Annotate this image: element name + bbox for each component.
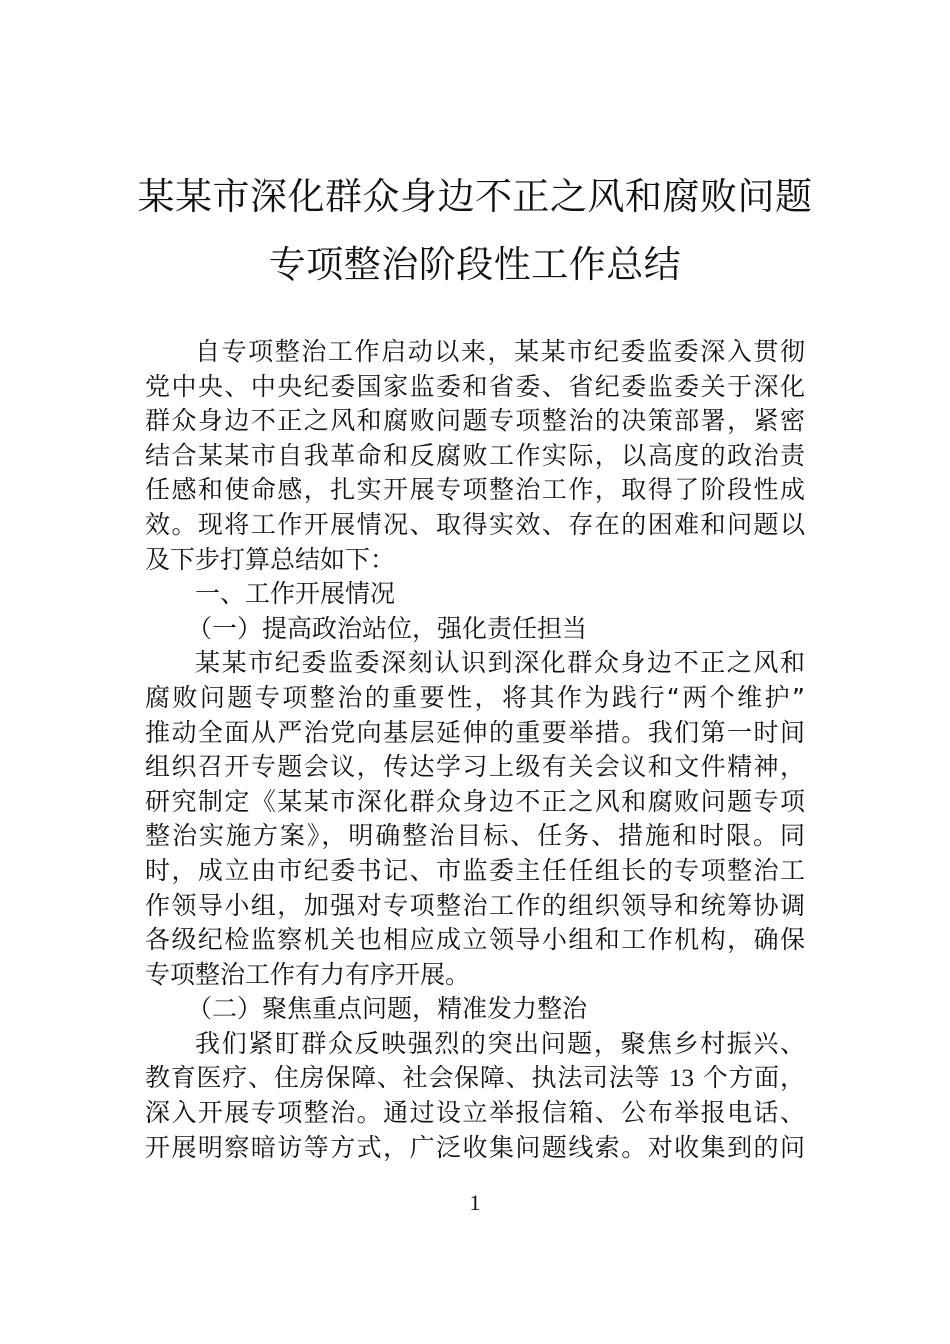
section-heading: 一、工作开展情况 [195,579,396,609]
paragraph-line: 研究制定《某某市深化群众身边不正之风和腐败问题专项 [145,786,805,816]
intro-line: 任感和使命感，扎实开展专项整治工作，取得了阶段性成 [145,475,805,505]
paragraph-text: 个方面， [702,1063,805,1093]
paragraph-line: 各级纪检监察机关也相应成立领导小组和工作机构，确保 [145,925,805,955]
subsection-heading: （二）聚焦重点问题，精准发力整治 [187,994,588,1024]
paragraph-text: 教育医疗、住房保障、社会保障、执法司法等 [145,1063,661,1093]
paragraph-line: 专项整治工作有力有序开展。 [145,959,471,989]
intro-line: 群众身边不正之风和腐败问题专项整治的决策部署，紧密 [145,406,805,436]
document-body [145,335,805,1165]
intro-line: 党中央、中央纪委国家监委和省委、省纪委监委关于深化 [145,371,805,401]
intro-line: 结合某某市自我革命和反腐败工作实际，以高度的政治责 [145,440,805,470]
paragraph-line: 推动全面从严治党向基层延伸的重要举措。我们第一时间 [145,717,805,747]
paragraph-line-with-number [145,1061,805,1096]
paragraph-line: 组织召开专题会议，传达学习上级有关会议和文件精神， [145,752,805,782]
paragraph-line: 腐败问题专项整治的重要性，将其作为践行“两个维护” [145,682,805,712]
subsection-heading: （一）提高政治站位，强化责任担当 [187,613,588,643]
paragraph-line: 我们紧盯群众反映强烈的突出问题，聚焦乡村振兴、 [195,1028,805,1058]
document-title-line-1: 某某市深化群众身边不正之风和腐败问题 [137,175,813,218]
paragraph-line: 整治实施方案》，明确整治目标、任务、措施和时限。同 [145,821,805,851]
intro-line: 效。现将工作开展情况、取得实效、存在的困难和问题以 [145,509,805,539]
intro-line: 自专项整治工作启动以来，某某市纪委监委深入贯彻 [195,337,805,366]
document-title-line-2: 专项整治阶段性工作总结 [268,243,682,286]
intro-line: 及下步打算总结如下： [145,544,396,574]
paragraph-line: 作领导小组，加强对专项整治工作的组织领导和统筹协调 [145,890,805,920]
paragraph-line: 时，成立由市纪委书记、市监委主任任组长的专项整治工 [145,855,805,885]
paragraph-line: 开展明察暗访等方式，广泛收集问题线索。对收集到的问 [145,1132,805,1162]
paragraph-line: 某某市纪委监委深刻认识到深化群众身边不正之风和 [195,648,805,678]
paragraph-line: 深入开展专项整治。通过设立举报信箱、公布举报电话、 [145,1098,805,1128]
page-number: 1 [469,1190,481,1215]
count-number: 13 [668,1065,694,1093]
